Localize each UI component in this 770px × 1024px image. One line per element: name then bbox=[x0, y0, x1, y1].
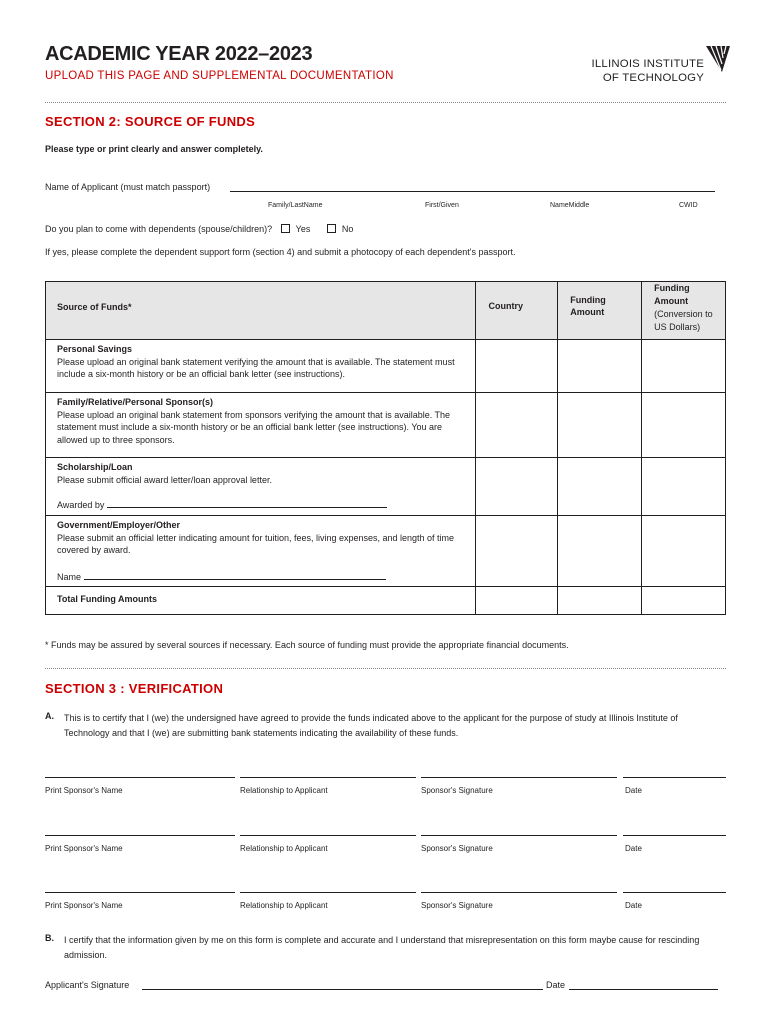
sponsor-name-row bbox=[57, 571, 465, 584]
dependents-question: Do you plan to come with dependents (spouse/children)? bbox=[45, 224, 273, 234]
country-cell[interactable] bbox=[476, 393, 558, 458]
applicant-signature-label: Applicant's Signature bbox=[45, 980, 130, 990]
applicant-date-label: Date bbox=[546, 980, 566, 990]
logo-mark-icon bbox=[706, 46, 730, 72]
yes-label: Yes bbox=[295, 224, 311, 234]
header-conv-2: Amount bbox=[654, 296, 689, 306]
table-row bbox=[46, 516, 726, 587]
amount-cell[interactable] bbox=[558, 393, 642, 458]
header-source: Source of Funds* bbox=[46, 282, 476, 340]
source-text: Please submit an official letter indicating amount for tuition, fees, living expenses, and length of time covered by award. bbox=[57, 532, 455, 555]
date-label: Date bbox=[625, 786, 642, 795]
awarded-by-field[interactable] bbox=[107, 499, 387, 508]
sponsor-name-line[interactable] bbox=[45, 892, 235, 893]
signature-label: Sponsor's Signature bbox=[421, 786, 493, 795]
name-part-family: Family/LastName bbox=[268, 202, 323, 209]
sponsor-name-line[interactable] bbox=[45, 835, 235, 836]
relationship-line[interactable] bbox=[240, 892, 416, 893]
signature-label: Sponsor's Signature bbox=[421, 844, 493, 853]
applicant-name-field[interactable] bbox=[230, 191, 715, 192]
source-text: Please submit official award letter/loan approval letter. bbox=[57, 474, 272, 485]
yes-checkbox[interactable] bbox=[281, 224, 290, 233]
relationship-label: Relationship to Applicant bbox=[240, 786, 328, 795]
usd-amount-cell[interactable] bbox=[642, 340, 726, 393]
signature-line[interactable] bbox=[421, 835, 617, 836]
signature-label: Sponsor's Signature bbox=[421, 901, 493, 910]
page-title: ACADEMIC YEAR 2022–2023 bbox=[45, 43, 313, 65]
header-conv-1: Funding bbox=[654, 283, 690, 293]
header-funding-amount-1: Funding bbox=[570, 295, 606, 305]
awarded-by-row bbox=[57, 499, 465, 512]
relationship-label: Relationship to Applicant bbox=[240, 844, 328, 853]
header-funding-amount-2: Amount bbox=[570, 307, 605, 317]
amount-cell[interactable] bbox=[558, 458, 642, 516]
awarded-by-label: Awarded by bbox=[57, 500, 105, 510]
total-country-cell bbox=[476, 587, 558, 615]
item-a-text: This is to certify that I (we) the undersigned have agreed to provide the funds indicated above to the applicant for the purpose of study at Illinois Institute of Technology and that I (we) are submitting bank statements indicating the availability of these funds. bbox=[64, 713, 678, 738]
header-conv-3: (Conversion to bbox=[654, 309, 713, 319]
total-label: Total Funding Amounts bbox=[46, 587, 476, 615]
no-label: No bbox=[341, 224, 354, 234]
date-line[interactable] bbox=[623, 777, 726, 778]
header-funding-amount bbox=[558, 282, 642, 340]
source-heading: Scholarship/Loan bbox=[57, 462, 133, 472]
country-cell[interactable] bbox=[476, 458, 558, 516]
source-cell bbox=[46, 340, 476, 393]
date-label: Date bbox=[625, 901, 642, 910]
sponsor-name-line[interactable] bbox=[45, 777, 235, 778]
total-usd-cell[interactable] bbox=[642, 587, 726, 615]
header-country: Country bbox=[476, 282, 558, 340]
header-conv-4: US Dollars) bbox=[654, 322, 701, 332]
relationship-label: Relationship to Applicant bbox=[240, 901, 328, 910]
divider bbox=[45, 668, 726, 669]
divider bbox=[45, 102, 726, 103]
funds-table bbox=[45, 281, 726, 615]
sponsor-name-label: Print Sponsor's Name bbox=[45, 901, 123, 910]
name-part-first: First/Given bbox=[425, 202, 459, 209]
source-cell bbox=[46, 393, 476, 458]
amount-cell[interactable] bbox=[558, 340, 642, 393]
sponsor-name-label: Name bbox=[57, 571, 82, 582]
date-line[interactable] bbox=[623, 835, 726, 836]
item-b-label: B. bbox=[45, 933, 54, 943]
amount-cell[interactable] bbox=[558, 516, 642, 587]
logo-line-1: ILLINOIS INSTITUTE bbox=[591, 58, 704, 70]
date-label: Date bbox=[625, 844, 642, 853]
sponsor-name-label: Print Sponsor's Name bbox=[45, 786, 123, 795]
date-line[interactable] bbox=[623, 892, 726, 893]
total-row bbox=[46, 587, 726, 615]
dependents-row bbox=[45, 224, 353, 235]
logo-line-2: OF TECHNOLOGY bbox=[602, 72, 704, 84]
no-checkbox[interactable] bbox=[327, 224, 336, 233]
applicant-name-label: Name of Applicant (must match passport) bbox=[45, 182, 211, 192]
instruction-text: Please type or print clearly and answer completely. bbox=[45, 144, 263, 154]
table-row bbox=[46, 458, 726, 516]
section-3-title: SECTION 3 : VERIFICATION bbox=[45, 681, 224, 696]
source-heading: Family/Relative/Personal Sponsor(s) bbox=[57, 397, 214, 407]
usd-amount-cell[interactable] bbox=[642, 516, 726, 587]
relationship-line[interactable] bbox=[240, 835, 416, 836]
section-2-title: SECTION 2: SOURCE OF FUNDS bbox=[45, 114, 256, 129]
applicant-date-field[interactable] bbox=[569, 989, 718, 990]
applicant-signature-field[interactable] bbox=[142, 989, 543, 990]
total-amount-cell[interactable] bbox=[558, 587, 642, 615]
country-cell[interactable] bbox=[476, 340, 558, 393]
page-subtitle: UPLOAD THIS PAGE AND SUPPLEMENTAL DOCUMENTATION bbox=[45, 70, 394, 82]
sponsor-name-field[interactable] bbox=[84, 571, 386, 580]
source-text: Please upload an original bank statement verifying the amount that is available. The statement must include a six-month history or be an official bank letter (see instructions). bbox=[57, 356, 455, 379]
signature-line[interactable] bbox=[421, 892, 617, 893]
usd-amount-cell[interactable] bbox=[642, 458, 726, 516]
item-b-text: I certify that the information given by me on this form is complete and accurate and I understand that misrepresentation on this form maybe cause for rescinding admission. bbox=[64, 935, 700, 960]
usd-amount-cell[interactable] bbox=[642, 393, 726, 458]
footnote: * Funds may be assured by several sources if necessary. Each source of funding must provide the appropriate financial documents. bbox=[45, 640, 569, 650]
name-part-cwid: CWID bbox=[679, 202, 698, 209]
sponsor-name-label: Print Sponsor's Name bbox=[45, 844, 123, 853]
country-cell[interactable] bbox=[476, 516, 558, 587]
dependents-note: If yes, please complete the dependent support form (section 4) and submit a photocopy of each dependent's passport. bbox=[45, 247, 516, 257]
source-cell bbox=[46, 516, 476, 587]
table-row bbox=[46, 393, 726, 458]
item-a-label: A. bbox=[45, 711, 54, 721]
table-row bbox=[46, 340, 726, 393]
source-heading: Personal Savings bbox=[57, 344, 133, 354]
iit-logo bbox=[560, 46, 730, 86]
source-heading: Government/Employer/Other bbox=[57, 520, 181, 530]
source-text: Please upload an original bank statement from sponsors verifying the amount that is available. The statement must include a six-month history or be an official bank letter (see instructions). You are allowed up to three sponsors. bbox=[57, 409, 451, 445]
relationship-line[interactable] bbox=[240, 777, 416, 778]
header-conversion bbox=[642, 282, 726, 340]
source-cell bbox=[46, 458, 476, 516]
name-part-middle: NameMiddle bbox=[550, 202, 590, 209]
signature-line[interactable] bbox=[421, 777, 617, 778]
